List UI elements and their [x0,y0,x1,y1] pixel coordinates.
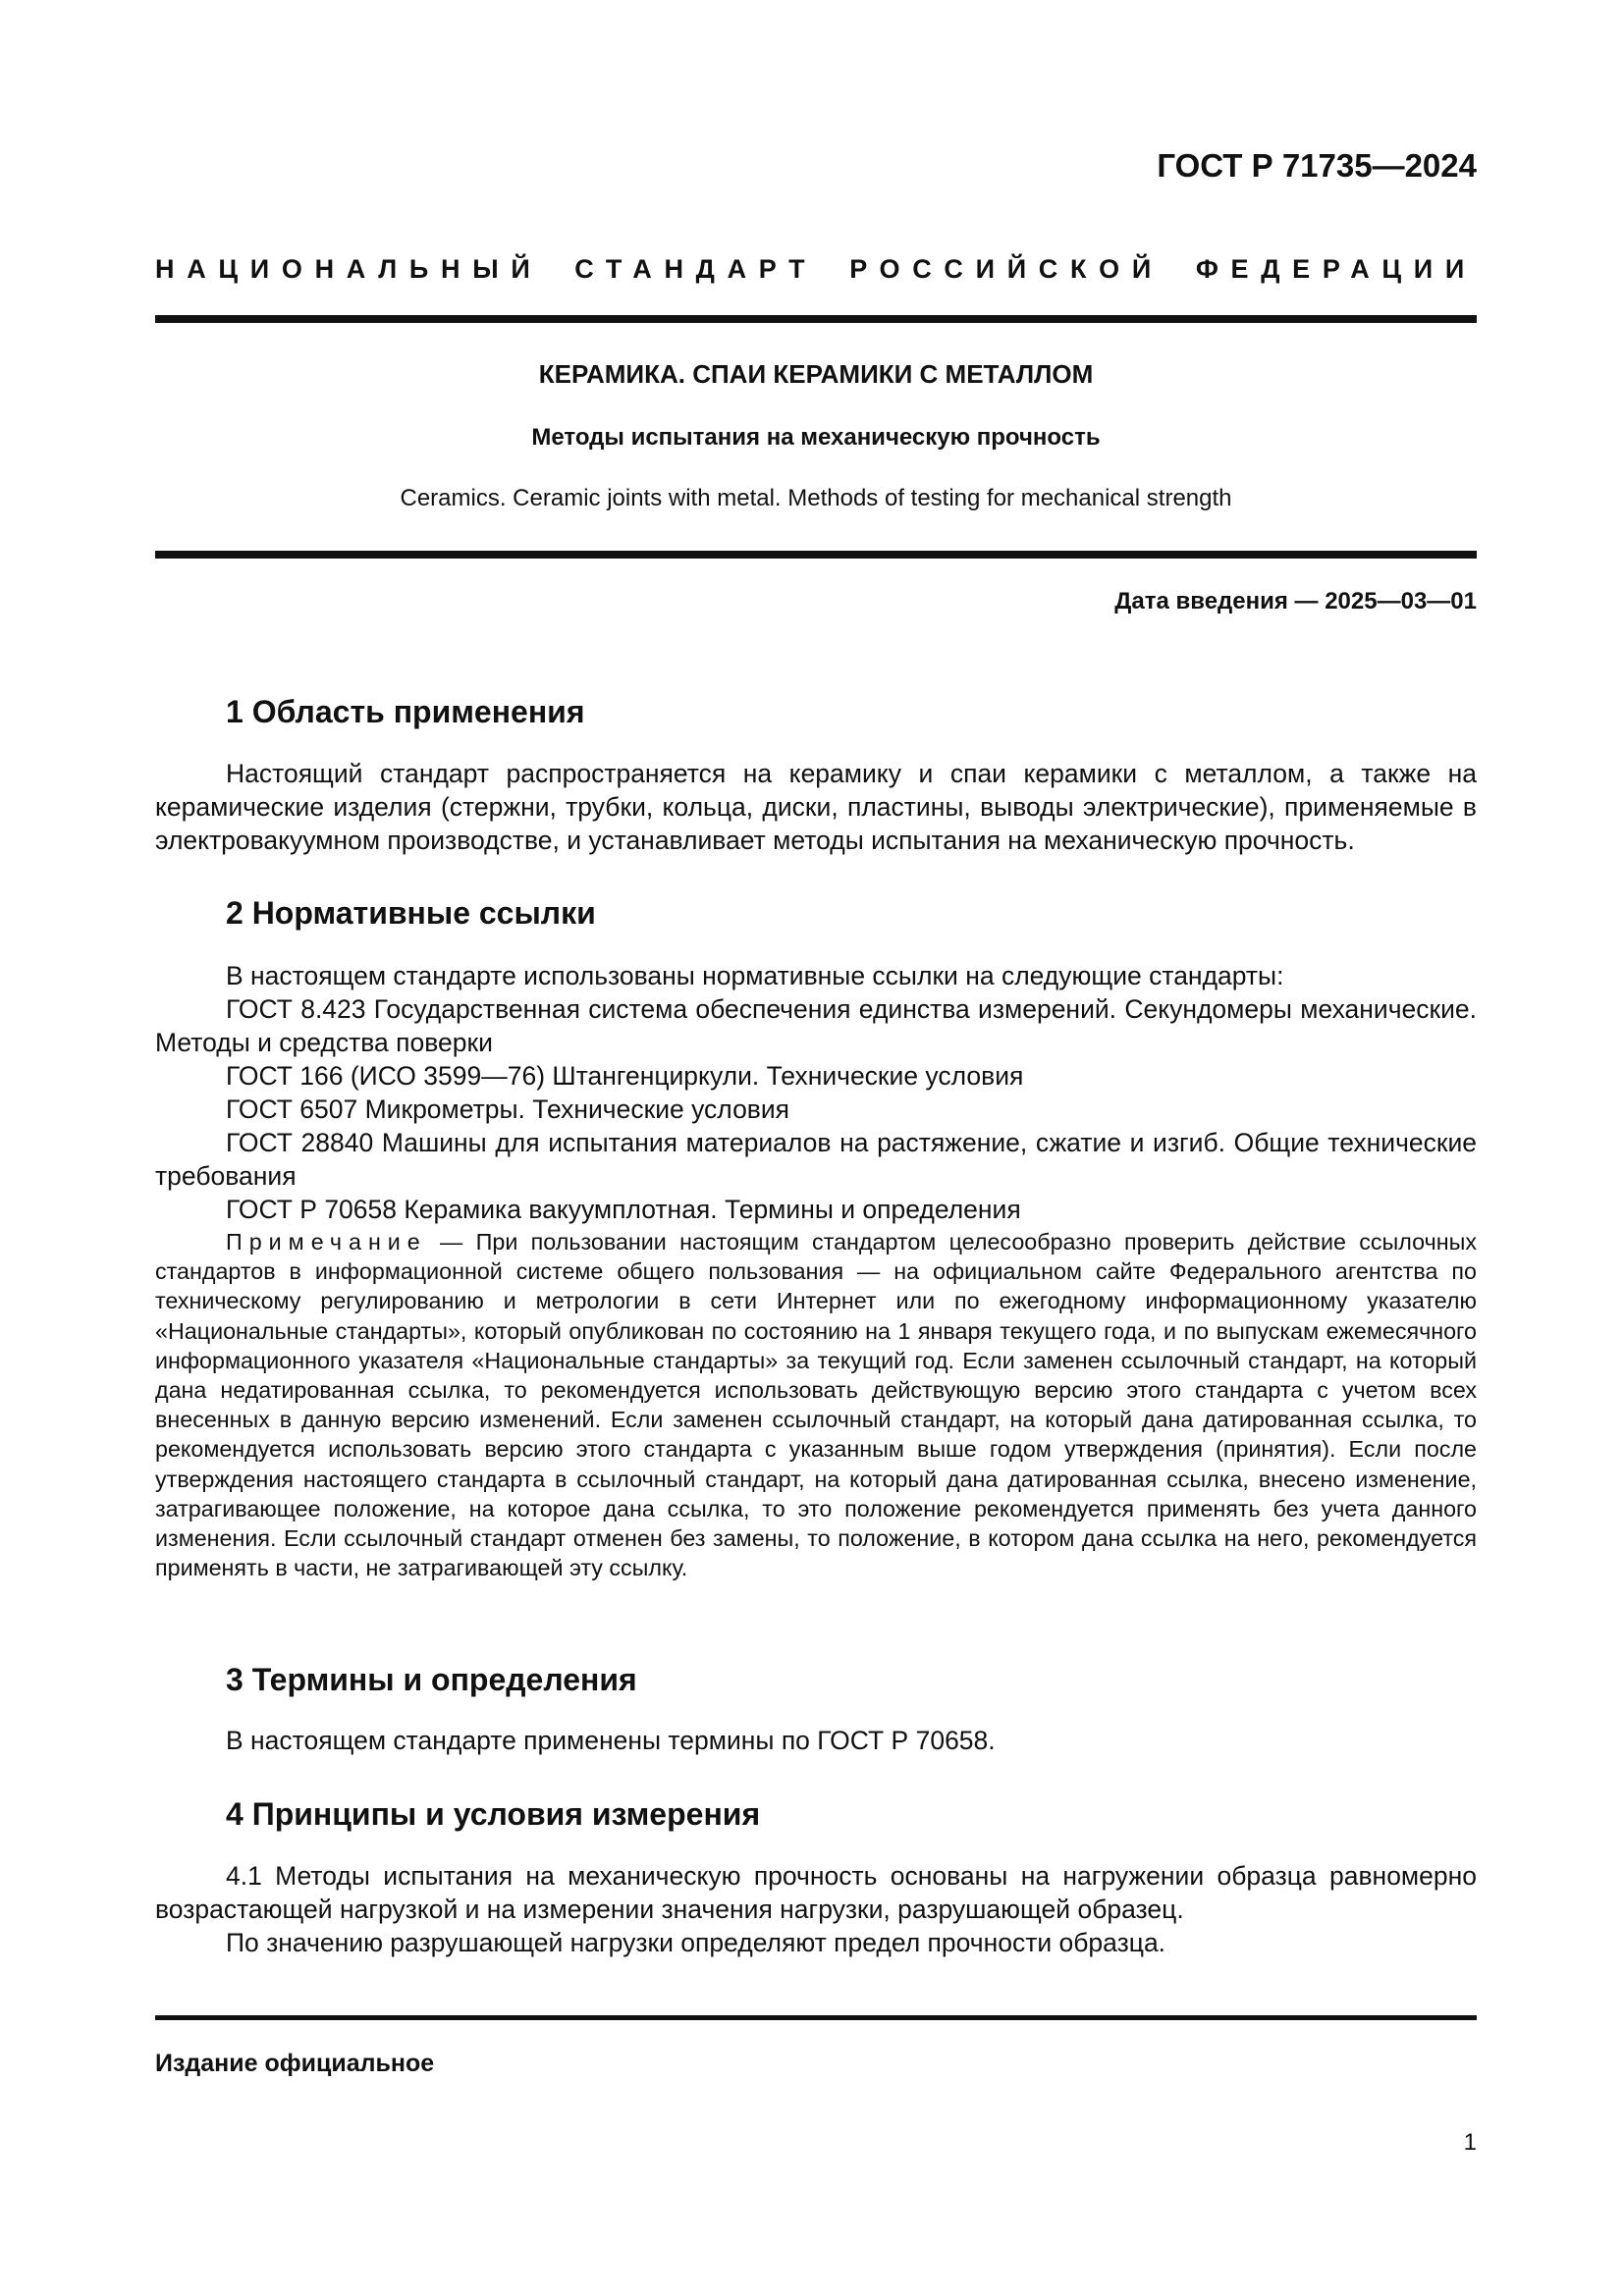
section-4-heading: 4 Принципы и условия измерения [226,1796,761,1832]
section-2-intro-text: В настоящем стандарте использованы нормативные ссылки на следующие стандарты: [226,961,1284,990]
header-rule [155,315,1477,323]
reference-text: ГОСТ 166 (ИСО 3599—76) Штангенциркули. Технические условия [226,1061,1024,1091]
section-2-intro [155,959,1477,992]
document-number: ГОСТ Р 71735—2024 [1157,147,1477,184]
reference-text: ГОСТ Р 70658 Керамика вакуумплотная. Термины и определения [226,1195,1021,1224]
reference-item [155,992,1477,1059]
official-edition-label: Издание официальное [155,2050,435,2077]
section-4-paragraph-1 [155,1859,1477,1926]
reference-item [155,1126,1477,1193]
note-text: — При пользовании настоящим стандартом целесообразно проверить действие ссылочных стандартов в информационной системе общего пользования — на официальном сайте Федерального агентства по техническому регулированию и метрологии в сети Интернет или по ежегодному информационному указателю «Национальные стандарты», который опубликован по состоянию на 1 января текущего года, и по выпускам ежемесячного информационного указателя «Национальные стандарты» за текущий год. Если заменен ссылочный стандарт, на который дана недатированная ссылка, то рекомендуется использовать действующую версию этого стандарта с учетом всех внесенных в данную версию изменений. Если заменен ссылочный стандарт, на который дана датированная ссылка, то рекомендуется использовать версию этого стандарта с указанным выше годом утверждения (принятия). Если после утверждения настоящего стандарта в ссылочный стандарт, на который дана датированная ссылка, внесено изменение, затрагивающее положение, на которое дана ссылка, то это положение рекомендуется применять без учета данного изменения. Если ссылочный стандарт отменен без замены, то положение, в котором дана ссылка на него, рекомендуется применять в части, не затрагивающей эту ссылку. [155,1229,1477,1581]
introduction-date: Дата введения — 2025—03—01 [1114,588,1477,614]
references-note [155,1227,1477,1582]
footer-rule [155,2015,1477,2020]
section-4-text-2: По значению разрушающей нагрузки определяют предел прочности образца. [226,1928,1166,1957]
section-1-text: Настоящий стандарт распространяется на керамику и спаи керамики с металлом, а также на керамические изделия (стержни, трубки, кольца, диски, пластины, выводы электрические), применяемые в электровакуумном производстве, и устанавливает методы испытания на механическую прочность. [155,759,1477,855]
page-number: 1 [1463,2129,1477,2156]
section-3-paragraph [155,1724,1477,1757]
note-label: Примечание [226,1229,427,1255]
reference-item [155,1093,1477,1126]
section-4-text-1: 4.1 Методы испытания на механическую прочность основаны на нагружении образца равномерно возрастающей нагрузкой и на измерении значения нагрузки, разрушающей образец. [155,1861,1477,1924]
section-3-text: В настоящем стандарте применены термины по ГОСТ Р 70658. [226,1726,996,1755]
national-standard-banner: НАЦИОНАЛЬНЫЙ СТАНДАРТ РОССИЙСКОЙ ФЕДЕРАЦИИ [155,254,1477,284]
section-4-paragraph-2 [155,1926,1477,1959]
section-1-heading: 1 Область применения [226,694,585,729]
section-1-paragraph [155,757,1477,857]
document-subtitle: Методы испытания на механическую прочность [531,424,1101,451]
reference-text: ГОСТ 8.423 Государственная система обеспечения единства измерений. Секундомеры механические. Методы и средства поверки [155,994,1477,1057]
title-rule [155,551,1477,559]
section-2-heading: 2 Нормативные ссылки [226,895,596,931]
reference-item [155,1193,1477,1226]
section-3-heading: 3 Термины и определения [226,1662,637,1697]
reference-item [155,1059,1477,1093]
document-title: КЕРАМИКА. СПАИ КЕРАМИКИ С МЕТАЛЛОМ [538,359,1094,389]
reference-text: ГОСТ 28840 Машины для испытания материалов на растяжение, сжатие и изгиб. Общие технические требования [155,1128,1477,1191]
reference-text: ГОСТ 6507 Микрометры. Технические условия [226,1095,790,1124]
english-title: Ceramics. Ceramic joints with metal. Methods of testing for mechanical strength [400,485,1232,511]
